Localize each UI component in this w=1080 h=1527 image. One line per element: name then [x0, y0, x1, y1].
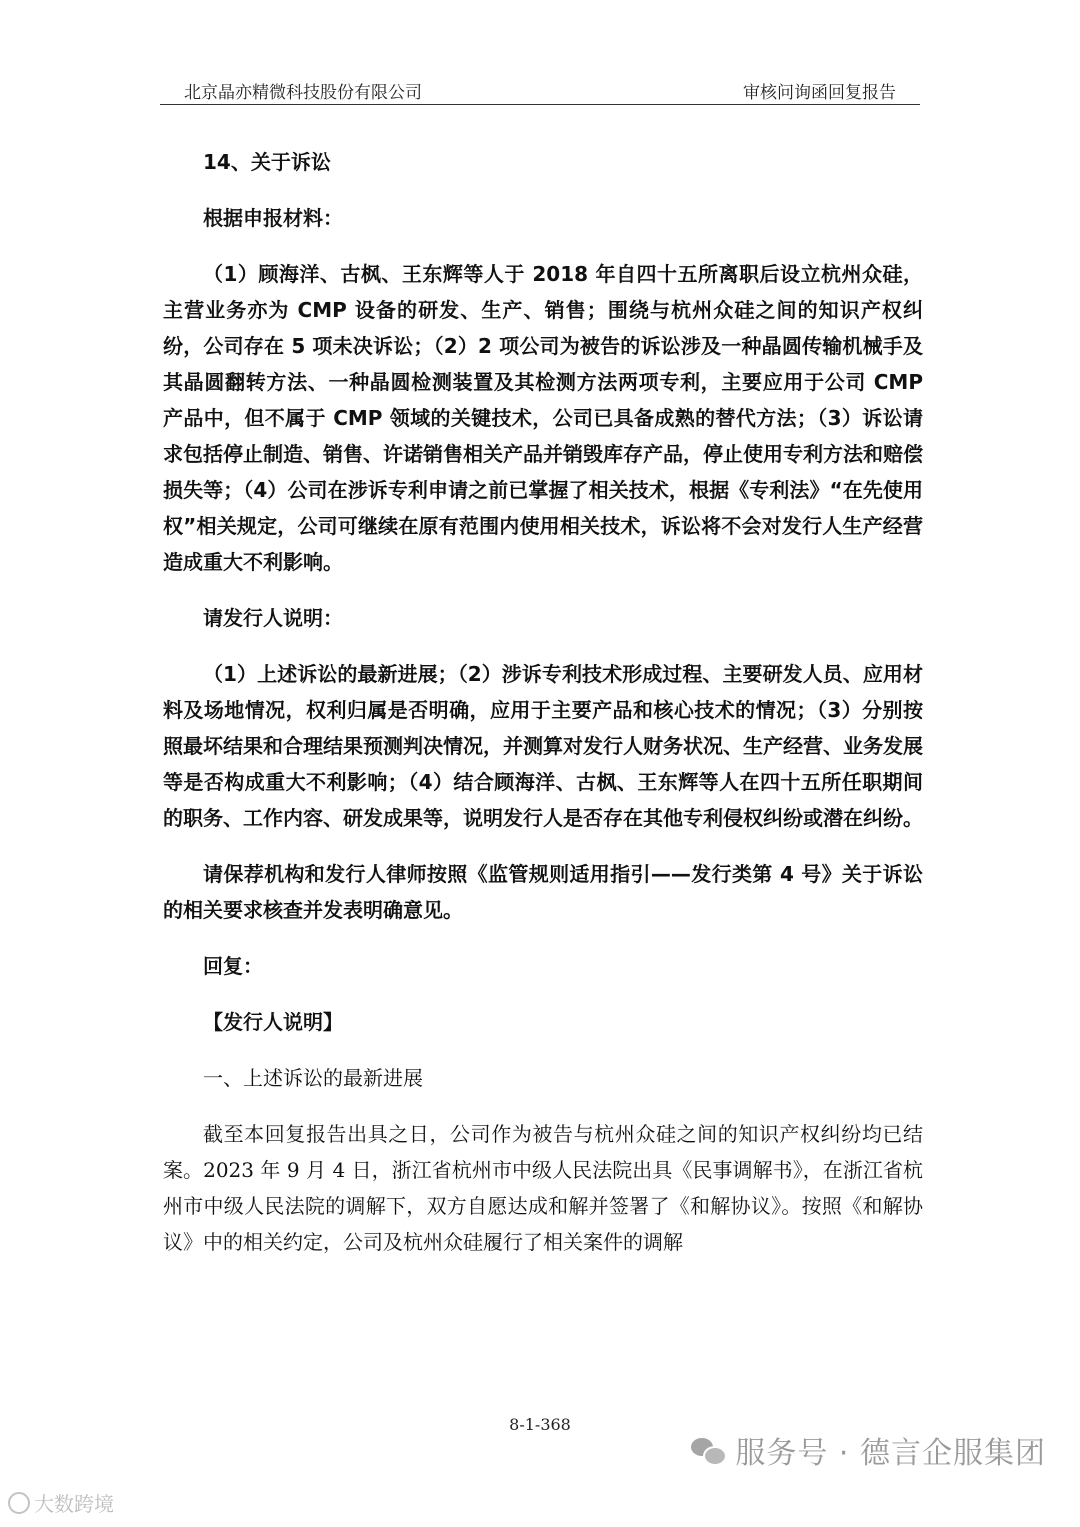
paragraph-request: （1）上述诉讼的最新进展；（2）涉诉专利技术形成过程、主要研发人员、应用材料及场地情况，权利归属是否明确，应用于主要产品和核心技术的情况；（3）分别按照最坏结果和合理结果预测判决情况，并测算对发行人财务状况、生产经营、业务发展等是否构成重大不利影响；（4）结合顾海洋、古枫、王东辉等人在四十五所任职期间的职务、工作内容、研发成果等，说明发行人是否存在其他专利侵权纠纷或潜在纠纷。: [163, 662, 923, 830]
issuer-section-label: 【发行人说明】: [203, 1010, 343, 1034]
watermark-left: [8, 1488, 114, 1517]
paragraph-materials: （1）顾海洋、古枫、王东辉等人于 2018 年自四十五所离职后设立杭州众硅，主营业务亦为 CMP 设备的研发、生产、销售；围绕与杭州众硅之间的知识产权纠纷，公司存在 5 项未决诉讼；（2）2 项公司为被告的诉讼涉及一种晶圆传输机械手及其晶圆翻转方法、一种晶圆检测装置及其检测方法两项专利，主要应用于公司 CMP 产品中，但不属于 CMP 领域的关键技术，公司已具备成熟的替代方法；（3）诉讼请求包括停止制造、销售、许诺销售相关产品并销毁库存产品，停止使用专利方法和赔偿损失等；（4）公司在涉诉专利申请之前已掌握了相关技术，根据《专利法》“在先使用权”相关规定，公司可继续在原有范围内使用相关技术，诉讼将不会对发行人生产经营造成重大不利影响。: [163, 262, 923, 574]
document-body: [163, 144, 923, 1260]
header-report-title: 审核问询函回复报告: [743, 83, 896, 103]
watermark-left-text: 大数跨境: [34, 1492, 114, 1516]
section-heading: 14、关于诉讼: [203, 150, 331, 174]
paragraph-progress: 截至本回复报告出具之日，公司作为被告与杭州众硅之间的知识产权纠纷均已结案。2023 年 9 月 4 日，浙江省杭州市中级人民法院出具《民事调解书》，在浙江省杭州市中级人民法院的调解下，双方自愿达成和解并签署了《和解协议》。按照《和解协议》中的相关约定，公司及杭州众硅履行了相关案件的调解: [163, 1122, 923, 1254]
subsection-title: 一、上述诉讼的最新进展: [203, 1066, 423, 1090]
intro-label: 根据申报材料：: [203, 206, 343, 230]
paragraph-verification: 请保荐机构和发行人律师按照《监管规则适用指引——发行类第 4 号》关于诉讼的相关要求核查并发表明确意见。: [163, 862, 923, 922]
header-divider: [160, 104, 920, 105]
page-number: 8-1-368: [509, 1415, 571, 1434]
header-company-name: 北京晶亦精微科技股份有限公司: [184, 83, 422, 103]
watermark-right: [691, 1428, 1046, 1472]
reply-label: 回复：: [203, 954, 263, 978]
brand-logo-icon: [8, 1492, 30, 1514]
request-label: 请发行人说明：: [203, 606, 343, 630]
wechat-icon: [691, 1436, 725, 1464]
watermark-right-text: 服务号 · 德言企服集团: [735, 1436, 1046, 1471]
